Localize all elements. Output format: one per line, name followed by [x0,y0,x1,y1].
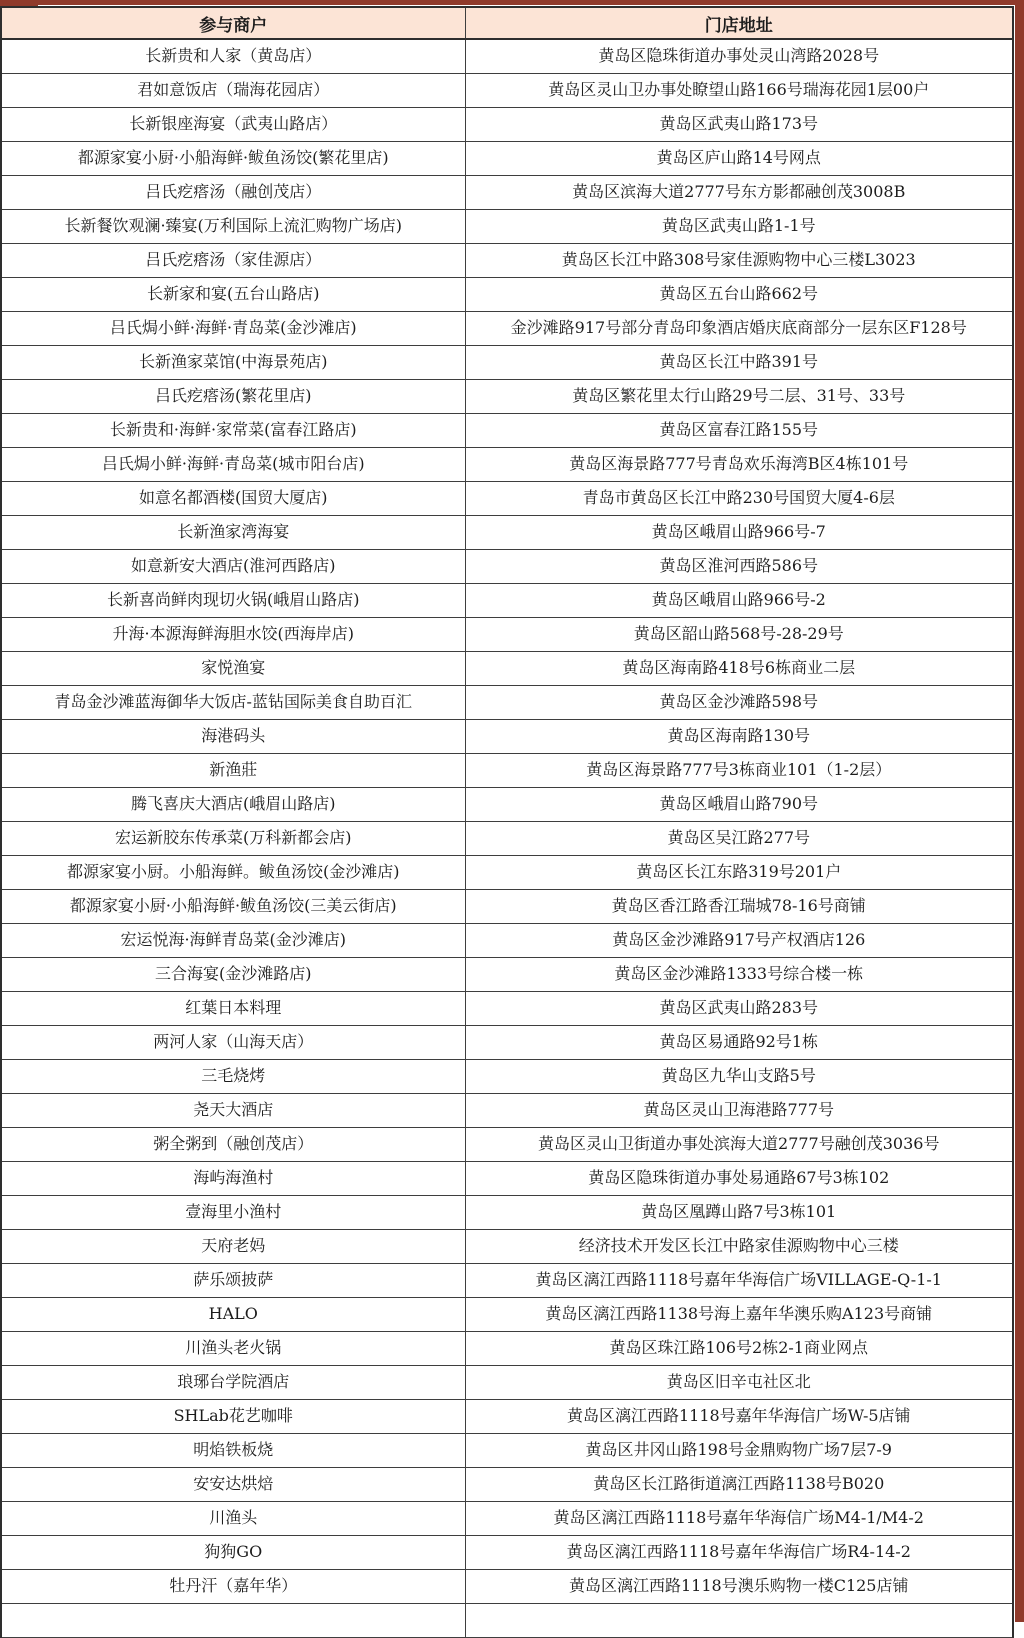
address-cell: 黄岛区富春江路155号 [465,414,1013,448]
merchant-cell: 长新银座海宴（武夷山路店） [1,108,465,142]
merchant-cell: 海港码头 [1,720,465,754]
address-cell: 黄岛区峨眉山路790号 [465,788,1013,822]
merchant-cell: 新渔莊 [1,754,465,788]
merchant-cell: 吕氏焗小鲜·海鲜·青岛菜(城市阳台店) [1,448,465,482]
address-cell: 黄岛区漓江西路1118号嘉年华海信广场VILLAGE-Q-1-1 [465,1264,1013,1298]
merchant-cell: 狗狗GO [1,1536,465,1570]
address-cell: 黄岛区九华山支路5号 [465,1060,1013,1094]
address-cell: 黄岛区繁花里太行山路29号二层、31号、33号 [465,380,1013,414]
table-row [1,822,1013,856]
merchant-cell: 长新餐饮观澜·臻宴(万利国际上流汇购物广场店) [1,210,465,244]
table-row [1,74,1013,108]
table-row [1,992,1013,1026]
table-row [1,380,1013,414]
merchant-cell: 都源家宴小厨。小船海鲜。鲅鱼汤饺(金沙滩店) [1,856,465,890]
table-row [1,856,1013,890]
address-cell: 黄岛区吴江路277号 [465,822,1013,856]
address-cell: 黄岛区滨海大道2777号东方影都融创茂3008B [465,176,1013,210]
merchant-cell: 天府老妈 [1,1230,465,1264]
merchant-cell: 宏运新胶东传承菜(万科新都会店) [1,822,465,856]
address-cell [465,1604,1013,1638]
table-row [1,584,1013,618]
merchant-cell: 升海·本源海鲜海胆水饺(西海岸店) [1,618,465,652]
address-cell: 黄岛区旧辛屯社区北 [465,1366,1013,1400]
table-row [1,1468,1013,1502]
address-cell: 金沙滩路917号部分青岛印象酒店婚庆底商部分一层东区F128号 [465,312,1013,346]
address-cell: 经济技术开发区长江中路家佳源购物中心三楼 [465,1230,1013,1264]
table-row [1,1026,1013,1060]
table-body [1,39,1013,1638]
table-row [1,448,1013,482]
table-row [1,1536,1013,1570]
address-cell: 黄岛区漓江西路1118号澳乐购物一楼C125店铺 [465,1570,1013,1604]
address-cell: 青岛市黄岛区长江中路230号国贸大厦4-6层 [465,482,1013,516]
table-row [1,1230,1013,1264]
merchant-cell: 长新渔家菜馆(中海景苑店) [1,346,465,380]
table-row [1,1332,1013,1366]
address-cell: 黄岛区井冈山路198号金鼎购物广场7层7-9 [465,1434,1013,1468]
table-row [1,346,1013,380]
address-cell: 黄岛区武夷山路173号 [465,108,1013,142]
merchant-cell: 腾飞喜庆大酒店(峨眉山路店) [1,788,465,822]
table-row [1,1298,1013,1332]
header-row [1,7,1013,39]
address-column-header: 门店地址 [465,7,1013,39]
table-row [1,1196,1013,1230]
merchant-cell: 家悦渔宴 [1,652,465,686]
address-cell: 黄岛区海景路777号3栋商业101（1-2层） [465,754,1013,788]
merchant-cell: 萨乐颂披萨 [1,1264,465,1298]
table-row [1,1128,1013,1162]
table-row [1,1434,1013,1468]
merchant-cell: 吕氏焗小鲜·海鲜·青岛菜(金沙滩店) [1,312,465,346]
address-cell: 黄岛区淮河西路586号 [465,550,1013,584]
address-cell: 黄岛区峨眉山路966号-7 [465,516,1013,550]
merchant-cell: 川渔头 [1,1502,465,1536]
address-cell: 黄岛区武夷山路283号 [465,992,1013,1026]
table-row [1,244,1013,278]
table-row [1,142,1013,176]
merchant-cell: 尧天大酒店 [1,1094,465,1128]
address-cell: 黄岛区长江中路391号 [465,346,1013,380]
merchant-cell: 壹海里小渔村 [1,1196,465,1230]
address-cell: 黄岛区香江路香江瑞城78-16号商铺 [465,890,1013,924]
address-cell: 黄岛区灵山卫海港路777号 [465,1094,1013,1128]
table-row [1,1094,1013,1128]
address-cell: 黄岛区峨眉山路966号-2 [465,584,1013,618]
address-cell: 黄岛区金沙滩路917号产权酒店126 [465,924,1013,958]
address-cell: 黄岛区海景路777号青岛欢乐海湾B区4栋101号 [465,448,1013,482]
table-row [1,482,1013,516]
merchant-cell: HALO [1,1298,465,1332]
address-cell: 黄岛区灵山卫街道办事处滨海大道2777号融创茂3036号 [465,1128,1013,1162]
merchant-cell: 牡丹汗（嘉年华） [1,1570,465,1604]
merchant-cell: 如意新安大酒店(淮河西路店) [1,550,465,584]
merchant-address-table [0,6,1014,1638]
merchant-cell: 吕氏疙瘩汤（融创茂店） [1,176,465,210]
table-row [1,108,1013,142]
address-cell: 黄岛区韶山路568号-28-29号 [465,618,1013,652]
table-row [1,720,1013,754]
merchant-cell: 川渔头老火锅 [1,1332,465,1366]
merchant-cell: 长新家和宴(五台山路店) [1,278,465,312]
table-row [1,890,1013,924]
address-cell: 黄岛区海南路130号 [465,720,1013,754]
address-cell: 黄岛区五台山路662号 [465,278,1013,312]
table-row [1,1162,1013,1196]
table-row [1,414,1013,448]
address-cell: 黄岛区珠江路106号2栋2-1商业网点 [465,1332,1013,1366]
merchant-cell: 如意名都酒楼(国贸大厦店) [1,482,465,516]
address-cell: 黄岛区漓江西路1138号海上嘉年华澳乐购A123号商铺 [465,1298,1013,1332]
merchant-cell: 吕氏疙瘩汤(繁花里店) [1,380,465,414]
merchant-cell: 琅琊台学院酒店 [1,1366,465,1400]
merchant-cell: 安安达烘焙 [1,1468,465,1502]
table-row [1,516,1013,550]
table-row [1,686,1013,720]
merchant-cell: 长新渔家湾海宴 [1,516,465,550]
table-row [1,618,1013,652]
merchant-cell [1,1604,465,1638]
merchant-cell: 长新喜尚鲜肉现切火锅(峨眉山路店) [1,584,465,618]
merchant-cell: 都源家宴小厨·小船海鲜·鲅鱼汤饺(三美云街店) [1,890,465,924]
address-cell: 黄岛区长江东路319号201户 [465,856,1013,890]
merchant-cell: 三合海宴(金沙滩路店) [1,958,465,992]
table-row [1,924,1013,958]
table-row [1,210,1013,244]
table-row [1,176,1013,210]
merchant-cell: 长新贵和·海鲜·家常菜(富春江路店) [1,414,465,448]
right-accent-strip [1015,0,1024,1622]
table-row [1,1570,1013,1604]
address-cell: 黄岛区隐珠街道办事处易通路67号3栋102 [465,1162,1013,1196]
merchant-cell: 宏运悦海·海鲜青岛菜(金沙滩店) [1,924,465,958]
merchant-cell: 青岛金沙滩蓝海御华大饭店-蓝钻国际美食自助百汇 [1,686,465,720]
address-cell: 黄岛区武夷山路1-1号 [465,210,1013,244]
merchant-cell: 红葉日本料理 [1,992,465,1026]
address-cell: 黄岛区易通路92号1栋 [465,1026,1013,1060]
address-cell: 黄岛区漓江西路1118号嘉年华海信广场W-5店铺 [465,1400,1013,1434]
address-cell: 黄岛区金沙滩路598号 [465,686,1013,720]
address-cell: 黄岛区漓江西路1118号嘉年华海信广场R4-14-2 [465,1536,1013,1570]
merchant-cell: 海屿海渔村 [1,1162,465,1196]
merchant-cell: 粥全粥到（融创茂店） [1,1128,465,1162]
address-cell: 黄岛区海南路418号6栋商业二层 [465,652,1013,686]
merchant-cell: 两河人家（山海天店） [1,1026,465,1060]
address-cell: 黄岛区灵山卫办事处瞭望山路166号瑞海花园1层00户 [465,74,1013,108]
merchant-cell: 明焰铁板烧 [1,1434,465,1468]
table-row [1,312,1013,346]
address-cell: 黄岛区隐珠街道办事处灵山湾路2028号 [465,39,1013,74]
table-row [1,652,1013,686]
top-accent-strip [0,0,1024,5]
table-row [1,1366,1013,1400]
table-row [1,1400,1013,1434]
merchant-cell: 三毛烧烤 [1,1060,465,1094]
table-row [1,788,1013,822]
table-row [1,754,1013,788]
address-cell: 黄岛区长江中路308号家佳源购物中心三楼L3023 [465,244,1013,278]
table-row [1,39,1013,74]
merchant-cell: 君如意饭店（瑞海花园店） [1,74,465,108]
address-cell: 黄岛区金沙滩路1333号综合楼一栋 [465,958,1013,992]
table-row-partial [1,1604,1013,1638]
merchant-cell: 长新贵和人家（黄岛店） [1,39,465,74]
table-row [1,1060,1013,1094]
table-row [1,1502,1013,1536]
merchant-cell: 都源家宴小厨·小船海鲜·鲅鱼汤饺(繁花里店) [1,142,465,176]
address-cell: 黄岛区长江路街道漓江西路1138号B020 [465,1468,1013,1502]
merchant-cell: SHLab花艺咖啡 [1,1400,465,1434]
address-cell: 黄岛区凰蹲山路7号3栋101 [465,1196,1013,1230]
table-row [1,278,1013,312]
table-row [1,958,1013,992]
address-cell: 黄岛区庐山路14号网点 [465,142,1013,176]
table-row [1,1264,1013,1298]
merchant-cell: 吕氏疙瘩汤（家佳源店） [1,244,465,278]
table-row [1,550,1013,584]
merchant-column-header: 参与商户 [1,7,465,39]
address-cell: 黄岛区漓江西路1118号嘉年华海信广场M4-1/M4-2 [465,1502,1013,1536]
